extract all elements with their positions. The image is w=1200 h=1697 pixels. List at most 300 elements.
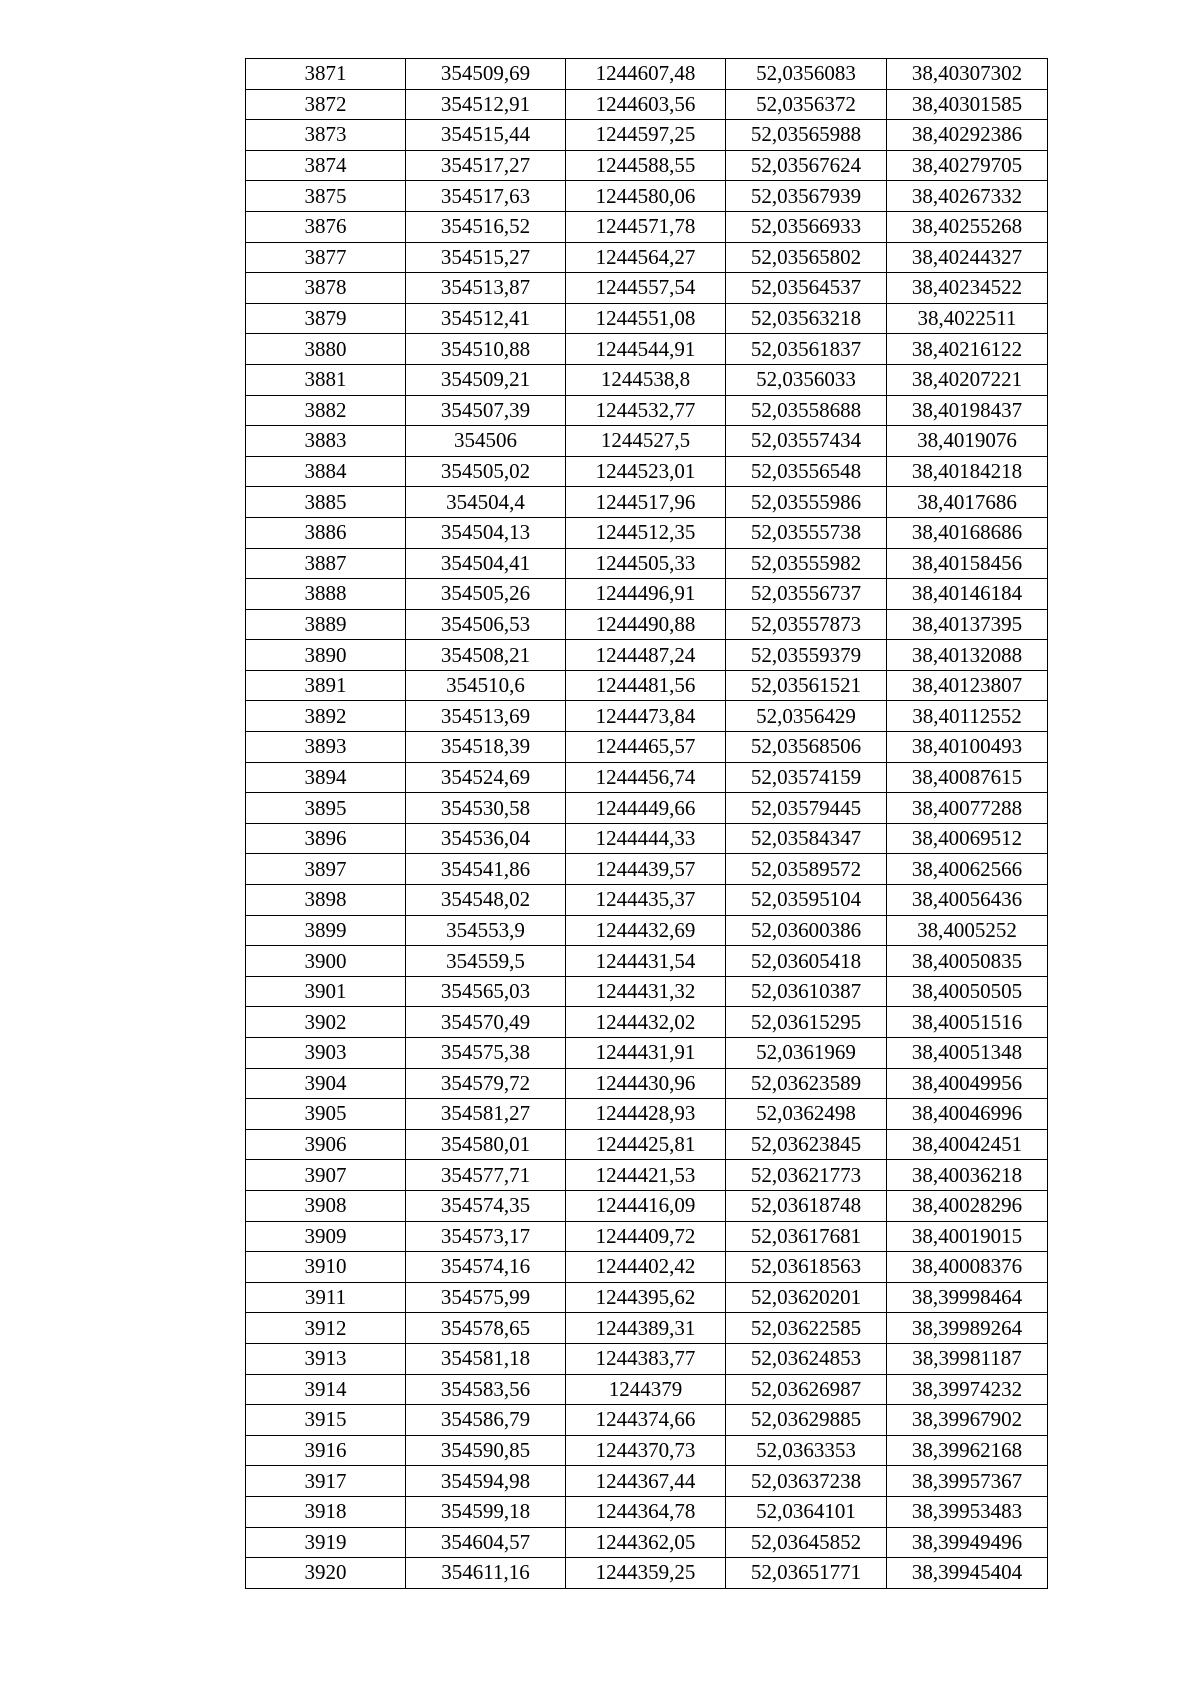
table-row [246,1160,1048,1191]
longitude-cell: 38,4022511 [887,303,1048,334]
latitude-cell: 52,03624853 [726,1343,887,1374]
longitude-cell: 38,40077288 [887,793,1048,824]
y-coordinate-cell: 1244383,77 [566,1343,726,1374]
y-coordinate-cell: 1244430,96 [566,1068,726,1099]
x-coordinate-cell: 354504,4 [406,487,566,518]
longitude-cell: 38,40123807 [887,670,1048,701]
point-number-cell: 3903 [246,1038,406,1069]
table-row [246,1252,1048,1283]
x-coordinate-cell: 354507,39 [406,395,566,426]
point-number-cell: 3892 [246,701,406,732]
latitude-cell: 52,0361969 [726,1038,887,1069]
y-coordinate-cell: 1244571,78 [566,211,726,242]
y-coordinate-cell: 1244379 [566,1374,726,1405]
point-number-cell: 3912 [246,1313,406,1344]
latitude-cell: 52,03563218 [726,303,887,334]
y-coordinate-cell: 1244367,44 [566,1466,726,1497]
latitude-cell: 52,03558688 [726,395,887,426]
point-number-cell: 3880 [246,334,406,365]
table-row [246,334,1048,365]
x-coordinate-cell: 354586,79 [406,1405,566,1436]
latitude-cell: 52,03618748 [726,1190,887,1221]
latitude-cell: 52,03622585 [726,1313,887,1344]
x-coordinate-cell: 354594,98 [406,1466,566,1497]
table-row [246,395,1048,426]
latitude-cell: 52,03629885 [726,1405,887,1436]
y-coordinate-cell: 1244431,54 [566,946,726,977]
point-number-cell: 3908 [246,1190,406,1221]
longitude-cell: 38,40207221 [887,364,1048,395]
longitude-cell: 38,39974232 [887,1374,1048,1405]
y-coordinate-cell: 1244607,48 [566,59,726,90]
y-coordinate-cell: 1244416,09 [566,1190,726,1221]
longitude-cell: 38,40008376 [887,1252,1048,1283]
table-row [246,762,1048,793]
y-coordinate-cell: 1244439,57 [566,854,726,885]
latitude-cell: 52,03555982 [726,548,887,579]
longitude-cell: 38,40279705 [887,150,1048,181]
x-coordinate-cell: 354510,6 [406,670,566,701]
y-coordinate-cell: 1244544,91 [566,334,726,365]
x-coordinate-cell: 354505,26 [406,579,566,610]
table-row [246,732,1048,763]
x-coordinate-cell: 354578,65 [406,1313,566,1344]
longitude-cell: 38,40146184 [887,579,1048,610]
y-coordinate-cell: 1244395,62 [566,1282,726,1313]
latitude-cell: 52,0364101 [726,1496,887,1527]
x-coordinate-cell: 354516,52 [406,211,566,242]
x-coordinate-cell: 354575,38 [406,1038,566,1069]
longitude-cell: 38,4005252 [887,915,1048,946]
y-coordinate-cell: 1244456,74 [566,762,726,793]
x-coordinate-cell: 354548,02 [406,885,566,916]
x-coordinate-cell: 354506 [406,426,566,457]
point-number-cell: 3885 [246,487,406,518]
x-coordinate-cell: 354518,39 [406,732,566,763]
table-row [246,1405,1048,1436]
longitude-cell: 38,40051516 [887,1007,1048,1038]
longitude-cell: 38,40036218 [887,1160,1048,1191]
point-number-cell: 3896 [246,823,406,854]
x-coordinate-cell: 354604,57 [406,1527,566,1558]
latitude-cell: 52,03617681 [726,1221,887,1252]
x-coordinate-cell: 354515,27 [406,242,566,273]
table-row [246,1007,1048,1038]
latitude-cell: 52,03565802 [726,242,887,273]
table-row [246,823,1048,854]
y-coordinate-cell: 1244487,24 [566,640,726,671]
latitude-cell: 52,03595104 [726,885,887,916]
latitude-cell: 52,0363353 [726,1435,887,1466]
y-coordinate-cell: 1244538,8 [566,364,726,395]
longitude-cell: 38,39962168 [887,1435,1048,1466]
x-coordinate-cell: 354599,18 [406,1496,566,1527]
point-number-cell: 3875 [246,181,406,212]
latitude-cell: 52,0356372 [726,89,887,120]
latitude-cell: 52,0356429 [726,701,887,732]
longitude-cell: 38,40137395 [887,609,1048,640]
table-row [246,793,1048,824]
table-row [246,670,1048,701]
longitude-cell: 38,40168686 [887,517,1048,548]
y-coordinate-cell: 1244362,05 [566,1527,726,1558]
latitude-cell: 52,03559379 [726,640,887,671]
y-coordinate-cell: 1244364,78 [566,1496,726,1527]
latitude-cell: 52,03557873 [726,609,887,640]
longitude-cell: 38,39989264 [887,1313,1048,1344]
latitude-cell: 52,03555986 [726,487,887,518]
table-row [246,1190,1048,1221]
longitude-cell: 38,40301585 [887,89,1048,120]
table-row [246,1129,1048,1160]
point-number-cell: 3890 [246,640,406,671]
y-coordinate-cell: 1244588,55 [566,150,726,181]
table-row [246,181,1048,212]
x-coordinate-cell: 354590,85 [406,1435,566,1466]
point-number-cell: 3914 [246,1374,406,1405]
y-coordinate-cell: 1244435,37 [566,885,726,916]
table-row [246,242,1048,273]
point-number-cell: 3884 [246,456,406,487]
x-coordinate-cell: 354509,21 [406,364,566,395]
table-row [246,59,1048,90]
table-row [246,1221,1048,1252]
latitude-cell: 52,03623845 [726,1129,887,1160]
point-number-cell: 3917 [246,1466,406,1497]
x-coordinate-cell: 354579,72 [406,1068,566,1099]
x-coordinate-cell: 354553,9 [406,915,566,946]
longitude-cell: 38,40267332 [887,181,1048,212]
latitude-cell: 52,03645852 [726,1527,887,1558]
point-number-cell: 3900 [246,946,406,977]
x-coordinate-cell: 354541,86 [406,854,566,885]
x-coordinate-cell: 354515,44 [406,120,566,151]
point-number-cell: 3883 [246,426,406,457]
longitude-cell: 38,40292386 [887,120,1048,151]
point-number-cell: 3894 [246,762,406,793]
longitude-cell: 38,40216122 [887,334,1048,365]
latitude-cell: 52,03610387 [726,976,887,1007]
longitude-cell: 38,40158456 [887,548,1048,579]
x-coordinate-cell: 354509,69 [406,59,566,90]
longitude-cell: 38,40234522 [887,273,1048,304]
table-row [246,1496,1048,1527]
x-coordinate-cell: 354512,41 [406,303,566,334]
table-row [246,1343,1048,1374]
table-row [246,364,1048,395]
latitude-cell: 52,03623589 [726,1068,887,1099]
y-coordinate-cell: 1244432,02 [566,1007,726,1038]
longitude-cell: 38,40069512 [887,823,1048,854]
latitude-cell: 52,03579445 [726,793,887,824]
table-row [246,1527,1048,1558]
point-number-cell: 3913 [246,1343,406,1374]
latitude-cell: 52,03600386 [726,915,887,946]
y-coordinate-cell: 1244425,81 [566,1129,726,1160]
longitude-cell: 38,40255268 [887,211,1048,242]
y-coordinate-cell: 1244374,66 [566,1405,726,1436]
point-number-cell: 3904 [246,1068,406,1099]
latitude-cell: 52,03584347 [726,823,887,854]
latitude-cell: 52,03589572 [726,854,887,885]
point-number-cell: 3920 [246,1558,406,1589]
longitude-cell: 38,40100493 [887,732,1048,763]
point-number-cell: 3898 [246,885,406,916]
longitude-cell: 38,39967902 [887,1405,1048,1436]
longitude-cell: 38,39949496 [887,1527,1048,1558]
point-number-cell: 3911 [246,1282,406,1313]
table-row [246,1466,1048,1497]
x-coordinate-cell: 354504,13 [406,517,566,548]
longitude-cell: 38,40062566 [887,854,1048,885]
point-number-cell: 3891 [246,670,406,701]
table-row [246,854,1048,885]
longitude-cell: 38,39945404 [887,1558,1048,1589]
latitude-cell: 52,03574159 [726,762,887,793]
latitude-cell: 52,03618563 [726,1252,887,1283]
x-coordinate-cell: 354574,35 [406,1190,566,1221]
longitude-cell: 38,40132088 [887,640,1048,671]
latitude-cell: 52,03626987 [726,1374,887,1405]
longitude-cell: 38,40050505 [887,976,1048,1007]
y-coordinate-cell: 1244444,33 [566,823,726,854]
y-coordinate-cell: 1244564,27 [566,242,726,273]
x-coordinate-cell: 354577,71 [406,1160,566,1191]
x-coordinate-cell: 354573,17 [406,1221,566,1252]
latitude-cell: 52,03561837 [726,334,887,365]
latitude-cell: 52,03567939 [726,181,887,212]
x-coordinate-cell: 354581,27 [406,1099,566,1130]
y-coordinate-cell: 1244490,88 [566,609,726,640]
x-coordinate-cell: 354517,27 [406,150,566,181]
longitude-cell: 38,40046996 [887,1099,1048,1130]
table-row [246,609,1048,640]
x-coordinate-cell: 354580,01 [406,1129,566,1160]
y-coordinate-cell: 1244473,84 [566,701,726,732]
latitude-cell: 52,03556737 [726,579,887,610]
longitude-cell: 38,40042451 [887,1129,1048,1160]
longitude-cell: 38,40050835 [887,946,1048,977]
point-number-cell: 3919 [246,1527,406,1558]
longitude-cell: 38,40049956 [887,1068,1048,1099]
point-number-cell: 3916 [246,1435,406,1466]
y-coordinate-cell: 1244481,56 [566,670,726,701]
y-coordinate-cell: 1244597,25 [566,120,726,151]
point-number-cell: 3876 [246,211,406,242]
x-coordinate-cell: 354504,41 [406,548,566,579]
y-coordinate-cell: 1244402,42 [566,1252,726,1283]
longitude-cell: 38,40307302 [887,59,1048,90]
point-number-cell: 3899 [246,915,406,946]
table-row [246,915,1048,946]
longitude-cell: 38,40198437 [887,395,1048,426]
y-coordinate-cell: 1244551,08 [566,303,726,334]
point-number-cell: 3887 [246,548,406,579]
point-number-cell: 3872 [246,89,406,120]
latitude-cell: 52,03565988 [726,120,887,151]
latitude-cell: 52,0356033 [726,364,887,395]
table-row [246,273,1048,304]
x-coordinate-cell: 354570,49 [406,1007,566,1038]
y-coordinate-cell: 1244532,77 [566,395,726,426]
latitude-cell: 52,03561521 [726,670,887,701]
point-number-cell: 3907 [246,1160,406,1191]
table-row [246,303,1048,334]
table-row [246,548,1048,579]
table-row [246,456,1048,487]
point-number-cell: 3886 [246,517,406,548]
x-coordinate-cell: 354513,69 [406,701,566,732]
table-row [246,517,1048,548]
y-coordinate-cell: 1244465,57 [566,732,726,763]
point-number-cell: 3878 [246,273,406,304]
table-row [246,426,1048,457]
table-row [246,1558,1048,1589]
y-coordinate-cell: 1244389,31 [566,1313,726,1344]
latitude-cell: 52,03615295 [726,1007,887,1038]
latitude-cell: 52,03557434 [726,426,887,457]
latitude-cell: 52,03637238 [726,1466,887,1497]
point-number-cell: 3901 [246,976,406,1007]
x-coordinate-cell: 354583,56 [406,1374,566,1405]
x-coordinate-cell: 354505,02 [406,456,566,487]
x-coordinate-cell: 354524,69 [406,762,566,793]
point-number-cell: 3910 [246,1252,406,1283]
latitude-cell: 52,03567624 [726,150,887,181]
point-number-cell: 3902 [246,1007,406,1038]
latitude-cell: 52,03651771 [726,1558,887,1589]
x-coordinate-cell: 354536,04 [406,823,566,854]
x-coordinate-cell: 354575,99 [406,1282,566,1313]
y-coordinate-cell: 1244409,72 [566,1221,726,1252]
latitude-cell: 52,03555738 [726,517,887,548]
longitude-cell: 38,4019076 [887,426,1048,457]
table-row [246,1374,1048,1405]
longitude-cell: 38,39981187 [887,1343,1048,1374]
y-coordinate-cell: 1244512,35 [566,517,726,548]
longitude-cell: 38,40051348 [887,1038,1048,1069]
longitude-cell: 38,39998464 [887,1282,1048,1313]
table-row [246,1435,1048,1466]
y-coordinate-cell: 1244517,96 [566,487,726,518]
longitude-cell: 38,40184218 [887,456,1048,487]
x-coordinate-cell: 354517,63 [406,181,566,212]
y-coordinate-cell: 1244496,91 [566,579,726,610]
y-coordinate-cell: 1244421,53 [566,1160,726,1191]
latitude-cell: 52,03605418 [726,946,887,977]
latitude-cell: 52,03564537 [726,273,887,304]
point-number-cell: 3897 [246,854,406,885]
point-number-cell: 3879 [246,303,406,334]
table-row [246,579,1048,610]
x-coordinate-cell: 354510,88 [406,334,566,365]
latitude-cell: 52,03620201 [726,1282,887,1313]
point-number-cell: 3877 [246,242,406,273]
table-row [246,89,1048,120]
table-row [246,1313,1048,1344]
coordinates-table [245,58,1048,1589]
longitude-cell: 38,40056436 [887,885,1048,916]
point-number-cell: 3906 [246,1129,406,1160]
latitude-cell: 52,03568506 [726,732,887,763]
point-number-cell: 3905 [246,1099,406,1130]
longitude-cell: 38,39953483 [887,1496,1048,1527]
latitude-cell: 52,03621773 [726,1160,887,1191]
point-number-cell: 3882 [246,395,406,426]
longitude-cell: 38,40087615 [887,762,1048,793]
x-coordinate-cell: 354508,21 [406,640,566,671]
x-coordinate-cell: 354574,16 [406,1252,566,1283]
table-row [246,1099,1048,1130]
latitude-cell: 52,0362498 [726,1099,887,1130]
x-coordinate-cell: 354512,91 [406,89,566,120]
point-number-cell: 3888 [246,579,406,610]
longitude-cell: 38,40244327 [887,242,1048,273]
longitude-cell: 38,4017686 [887,487,1048,518]
table-row [246,150,1048,181]
point-number-cell: 3895 [246,793,406,824]
point-number-cell: 3881 [246,364,406,395]
longitude-cell: 38,40112552 [887,701,1048,732]
latitude-cell: 52,03556548 [726,456,887,487]
y-coordinate-cell: 1244431,32 [566,976,726,1007]
longitude-cell: 38,40019015 [887,1221,1048,1252]
table-row [246,211,1048,242]
x-coordinate-cell: 354611,16 [406,1558,566,1589]
y-coordinate-cell: 1244527,5 [566,426,726,457]
coordinates-table-body [246,59,1048,1589]
y-coordinate-cell: 1244431,91 [566,1038,726,1069]
x-coordinate-cell: 354559,5 [406,946,566,977]
y-coordinate-cell: 1244432,69 [566,915,726,946]
point-number-cell: 3873 [246,120,406,151]
point-number-cell: 3874 [246,150,406,181]
x-coordinate-cell: 354530,58 [406,793,566,824]
table-row [246,701,1048,732]
table-row [246,1282,1048,1313]
point-number-cell: 3893 [246,732,406,763]
longitude-cell: 38,39957367 [887,1466,1048,1497]
y-coordinate-cell: 1244505,33 [566,548,726,579]
point-number-cell: 3915 [246,1405,406,1436]
y-coordinate-cell: 1244449,66 [566,793,726,824]
table-row [246,120,1048,151]
y-coordinate-cell: 1244523,01 [566,456,726,487]
x-coordinate-cell: 354513,87 [406,273,566,304]
table-row [246,976,1048,1007]
y-coordinate-cell: 1244428,93 [566,1099,726,1130]
y-coordinate-cell: 1244557,54 [566,273,726,304]
y-coordinate-cell: 1244359,25 [566,1558,726,1589]
table-row [246,1038,1048,1069]
x-coordinate-cell: 354565,03 [406,976,566,1007]
table-row [246,640,1048,671]
y-coordinate-cell: 1244580,06 [566,181,726,212]
x-coordinate-cell: 354581,18 [406,1343,566,1374]
latitude-cell: 52,03566933 [726,211,887,242]
point-number-cell: 3889 [246,609,406,640]
latitude-cell: 52,0356083 [726,59,887,90]
x-coordinate-cell: 354506,53 [406,609,566,640]
point-number-cell: 3871 [246,59,406,90]
table-row [246,946,1048,977]
longitude-cell: 38,40028296 [887,1190,1048,1221]
table-row [246,885,1048,916]
y-coordinate-cell: 1244370,73 [566,1435,726,1466]
point-number-cell: 3918 [246,1496,406,1527]
table-row [246,1068,1048,1099]
point-number-cell: 3909 [246,1221,406,1252]
